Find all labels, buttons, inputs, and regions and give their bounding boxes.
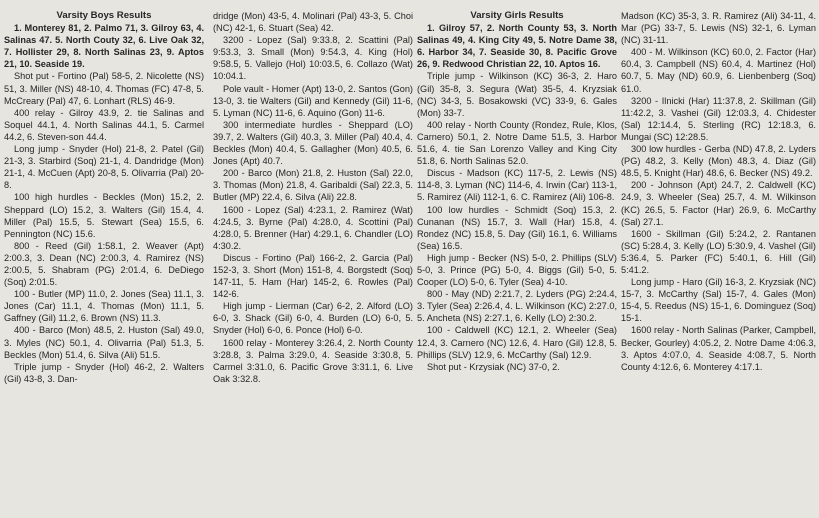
- event-result-continued: dridge (Mon) 43-5, 4. Molinari (Pal) 43-3, 5. Choi (NC) 42-1, 6. Stuart (Sea) 42.: [213, 11, 413, 34]
- column-2: [213, 10, 413, 518]
- event-result: 300 intermediate hurdles - Sheppard (LO) 39.7, 2. Walters (Gil) 40.3, 3. Miller (Pal) 40.4, 4. Beckles (Mon) 40.4, 5. Gallagher (Mon) 40.5, 6. Jones (Apt) 40.7.: [213, 119, 413, 167]
- column-1: [4, 10, 204, 518]
- event-result: Discus - Madson (KC) 117-5, 2. Lewis (NS) 114-8, 3. Lyman (NC) 114-6, 4. Irwin (Car) 113-1, 5. Ramirez (Ali) 112-1, 6. C. Ramirez (Ali) 106-8.: [417, 168, 617, 203]
- event-result: 800 - May (ND) 2:21.7, 2. Lyders (PG) 2:24.4, 3. Tyler (Sea) 2:26.4, 4. L. Wilkinson (KC) 2:27.0, 5. Ancheta (NS) 2:27.1, 6. Kelly (LO) 2:30.2.: [417, 289, 617, 324]
- event-result: 800 - Reed (Gil) 1:58.1, 2. Weaver (Apt) 2:00.3, 3. Dean (NC) 2:00.3, 4. Ramirez (NS) 2:00.5, 5. Shabram (PG) 2:01.4, 6. DeDiego (Soq) 2:01.5.: [4, 240, 204, 288]
- boys-team-scores: 1. Monterey 81, 2. Palmo 71, 3. Gilroy 63, 4. Salinas 47. 5. North Couty 32, 6. Live Oak 32, 7. Hollister 29, 8. North Salinas 23, 9. Aptos 21, 10. Seaside 19.: [4, 23, 204, 70]
- event-result: Shot put - Krzysiak (NC) 37-0, 2.: [427, 361, 560, 372]
- event-result: 1600 relay - North Salinas (Parker, Campbell, Becker, Gourley) 4:05.2, 2. Notre Dame 4:06.3, 3. Aptos 4:07.0, 4. Seaside 4:08.7, 5. North County 4:12.6, 6. Monterey 4:17.1.: [621, 325, 816, 372]
- event-result: Pole vault - Homer (Apt) 13-0, 2. Santos (Gon) 13-0, 3. tie Walters (Gil) and Kennedy (Gil) 11-6, 5. Lyman (NC) 11-6, 6. Aquino (Gon) 11-6.: [213, 83, 413, 118]
- column-3: [417, 10, 617, 518]
- event-result: Discus - Fortino (Pal) 166-2, 2. Garcia (Pal) 152-3, 3. Short (Mon) 151-8, 4. Borgstedt (Soq) 147-11, 5. Ham (Har) 145-2, 6. Rowles (Pal) 142-6.: [213, 252, 413, 300]
- event-result: 3200 - Lopez (Sal) 9:33.8, 2. Scattini (Pal) 9:53.3, 3. Small (Mon) 9:54.3, 4. King (Hol) 9:58.5, 5. Vallejo (Hol) 10:03.5, 6. Collazo (Wat) 10:04.1.: [213, 35, 413, 82]
- event-result: 100 - Butler (MP) 11.0, 2. Jones (Sea) 11.1, 3. Jones (Car) 11.1, 4. Thomas (Mon) 11.1, 5. Gaffney (Gil) 11.2, 6. Brown (NS) 11.3.: [4, 289, 204, 324]
- event-result-continued: Madson (KC) 35-3, 3. R. Ramirez (Ali) 34-11, 4. Mar (PG) 33-7, 5. Lewis (NS) 32-1, 6. Lyman (NC) 31-11.: [621, 11, 816, 46]
- event-result: 400 - M. Wilkinson (KC) 60.0, 2. Factor (Har) 60.4, 3. Campbell (NS) 60.4, 4. Martinez (Hol) 60.7, 5. May (ND) 60.9, 6. Lienbenberg (Soq) 61.0.: [621, 47, 816, 94]
- event-result: 400 - Barco (Mon) 48.5, 2. Huston (Sal) 49.0, 3. Myles (NC) 50.1, 4. Olivarria (Pal) 51.3, 5. Beckles (Mon) 51.4, 6. Silva (Ali) 51.5.: [4, 325, 204, 360]
- event-result: Triple jump - Snyder (Hol) 46-2, 2. Walters (Gil) 43-8, 3. Dan-: [4, 361, 204, 384]
- event-result: Triple jump - Wilkinson (KC) 36-3, 2. Haro (Gil) 35-8, 3. Segura (Wat) 35-5, 4. Kryzsiak (NC) 34-3, 5. Bosakowski (VC) 33-9, 6. Gales (Mon) 33-7.: [417, 71, 617, 118]
- event-result: 1600 - Lopez (Sal) 4:23.1, 2. Ramirez (Wat) 4:24.5, 3. Byrne (Pal) 4:28.0, 4. Scottini (Pal) 4:28.0, 5. Brenner (Har) 4:29.1, 6. Chandler (LO) 4:30.2.: [213, 204, 413, 251]
- boys-results-heading: Varsity Boys Results: [56, 10, 152, 21]
- event-result: Long jump - Snyder (Hol) 21-8, 2. Patel (Gil) 21-3, 3. Starbird (Soq) 21-1, 4. Dandridge (Mon) 21-1, 4. McCuen (Apt) 20-8, 5. Olivarria (Pal) 20-8.: [4, 144, 204, 191]
- event-result: High jump - Becker (NS) 5-0, 2. Phillips (SLV) 5-0, 3. Prince (PG) 5-0, 4. Biggs (Gil) 5-0, 5. Cooper (LO) 5-0, 6. Tyler (Sea) 4-10.: [417, 252, 617, 288]
- event-result: High jump - Lierman (Car) 6-2, 2. Alford (LO) 6-0, 3. Shack (Gil) 6-0, 4. Burden (LO) 6-0, 5. Snyder (Hol) 6-0, 6. Ponce (Hol) 6-0.: [213, 301, 413, 336]
- event-result: 300 low hurdles - Gerba (ND) 47.8, 2. Lyders (PG) 48.2, 3. Kelly (Mon) 48.3, 4. Diaz (Gil) 48.5, 5. Knight (Har) 48.6, 6. Becker (NS) 49.2.: [621, 144, 816, 179]
- event-result: 200 - Johnson (Apt) 24.7, 2. Caldwell (KC) 24.9, 3. Wheeler (Sea) 25.7, 4. M. Wilkinson (KC) 26.5, 5. Factor (Har) 26.9, 6. McCarthy (Sal) 27.1.: [621, 180, 816, 227]
- event-result: 100 - Caldwell (KC) 12.1, 2. Wheeler (Sea) 12.4, 3. Carnero (NC) 12.6, 4. Haro (Gil) 12.8, 5. Phillips (SLV) 12.9, 6. McCarthy (Sal) 12.9.: [417, 325, 617, 360]
- event-result: 100 high hurdles - Beckles (Mon) 15.2, 2. Sheppard (LO) 15.2, 3. Walters (Gil) 15.4, 4. Miller (Pal) 15.5, 5. Stewart (Sea) 15.5, 6. Pennington (NC) 15.6.: [4, 192, 204, 239]
- column-4: [621, 10, 816, 518]
- event-result: 100 low hurdles - Schmidt (Soq) 15.3, 2. Cunanan (NS) 15.7, 3. Wall (Har) 15.8, 4. Rondez (NC) 15.8, 5. Day (Gil) 16.1, 6. Williams (Sea) 16.5.: [417, 204, 617, 251]
- event-result: 400 relay - North County (Rondez, Rule, Klos, Carnero) 50.1, 2. Notre Dame 51.5, 3. Harbor 51.6, 4. tie San Lorenzo Valley and King City 51.8, 6. North Salinas 52.0.: [417, 119, 617, 167]
- girls-results-heading: Varsity Girls Results: [470, 10, 564, 21]
- event-result: 1600 relay - Monterey 3:26.4, 2. North County 3:28.8, 3. Palma 3:29.0, 4. Seaside 3:30.8, 5. Carmel 3:31.0, 6. Pacific Grove 3:31.1, 6. Live Oak 3:32.8.: [213, 337, 413, 384]
- girls-team-scores: 1. Gilroy 57, 2. North County 53, 3. North Salinas 49, 4. King City 49, 5. Notre Dame 38, 6. Harbor 34, 7. Seaside 30, 8. Pacific Grove 26, 9. Redwood Christian 22, 10. Aptos 16.: [417, 23, 617, 70]
- event-result: Shot put - Fortino (Pal) 58-5, 2. Nicolette (NS) 51, 3. Miller (NS) 48-10, 4. Thomas (FC) 47-8, 5. McCreary (Pal) 47, 6. Lonhart (RLS) 46-9.: [4, 71, 204, 106]
- event-result: 1600 - Skillman (Gil) 5:24.2, 2. Rantanen (SC) 5:28.4, 3. Kelly (LO) 5:30.9, 4. Vashel (Gil) 5:36.4, 5. Parker (FC) 5:40.1, 6. Hill (Gil) 5:41.2.: [621, 228, 816, 275]
- event-result: 400 relay - Gilroy 43.9, 2. tie Salinas and Soquel 44.1, 4. North Salinas 44.1, 5. Carmel 44.2, 6. Steven-son 44.4.: [4, 107, 204, 142]
- event-result: 200 - Barco (Mon) 21.8, 2. Huston (Sal) 22.0, 3. Thomas (Mon) 21.8, 4. Garibaldi (Sal) 22.3, 5. Butler (MP) 22.4, 6. Silva (Ali) 22.8.: [213, 168, 413, 203]
- event-result: 3200 - Ilnicki (Har) 11:37.8, 2. Skillman (Gil) 11:42.2, 3. Vashei (Gil) 12:03.3, 4. Chidester (Sal) 12:14.4, 5. Sterling (RC) 12:18.3, 6. Mungai (SC) 12:28.5.: [621, 95, 816, 142]
- event-result: Long jump - Haro (Gil) 16-3, 2. Kryzsiak (NC) 15-7, 3. McCarthy (Sal) 15-7, 4. Gales (Mon) 15-4, 5. Reedus (NS) 15-1, 6. Dominguez (Soq) 15-1.: [621, 277, 816, 324]
